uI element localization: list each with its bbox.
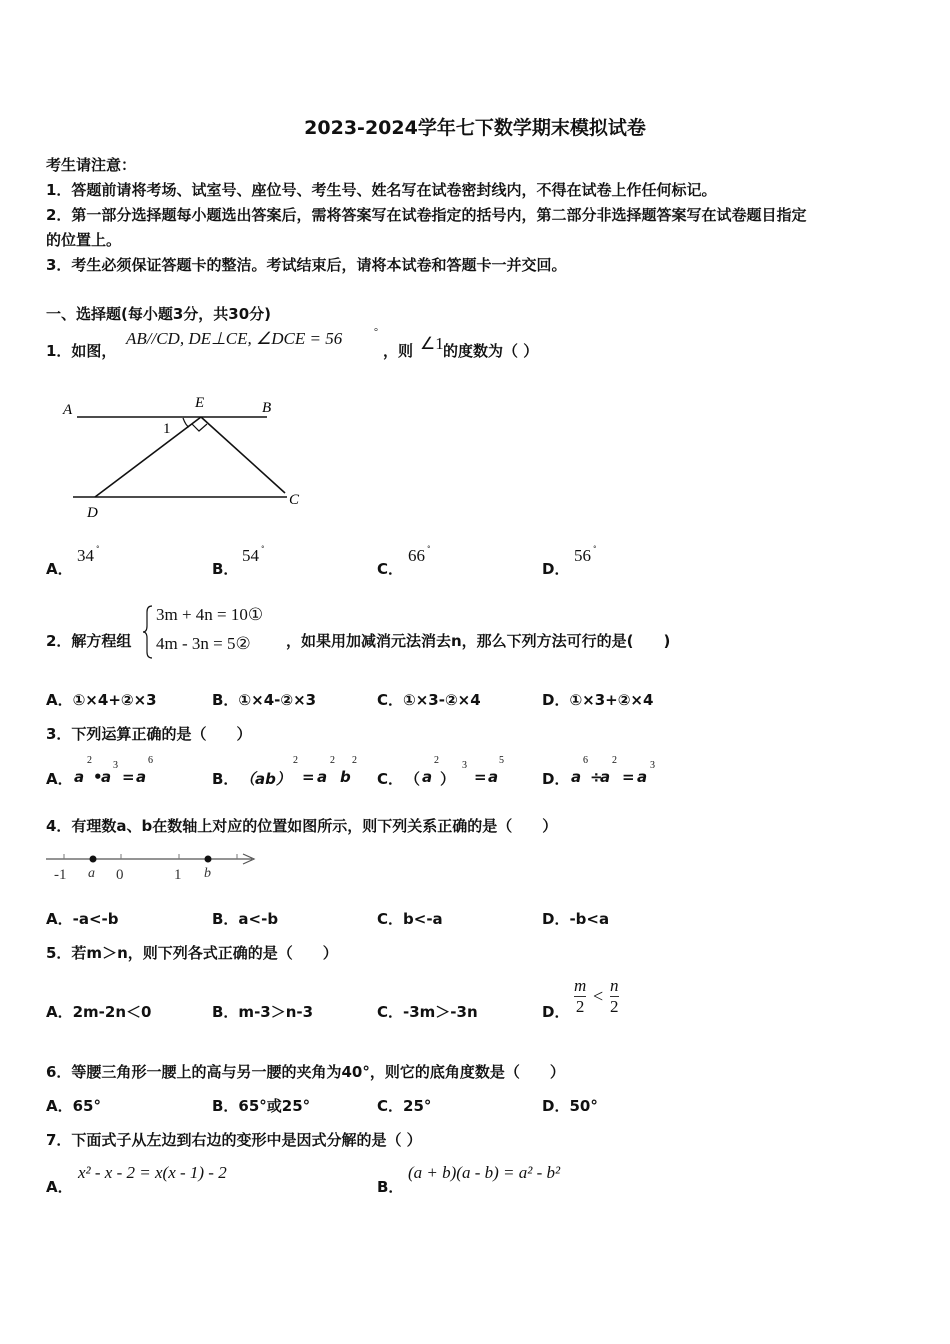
- math-base: a: [600, 768, 611, 786]
- q2-suffix: ，如果用加减消元法消去n，那么下列方法可行的是( ): [286, 632, 671, 650]
- tick-label: 0: [116, 867, 124, 883]
- math-exponent: 2: [352, 755, 357, 766]
- fraction: [610, 976, 619, 1017]
- segment-de: [95, 417, 201, 497]
- math-base: a: [488, 768, 499, 786]
- option-label: B．: [212, 560, 239, 578]
- option-b-value: 54: [242, 546, 259, 565]
- q2-prefix: 2．解方程组: [46, 632, 132, 650]
- point-label-a: a: [88, 866, 95, 881]
- math-exponent: 5: [499, 755, 504, 766]
- option-label: A．: [46, 1178, 73, 1196]
- math-exponent: 2: [434, 755, 439, 766]
- degree-mark: °: [374, 327, 378, 338]
- option-label: C．: [377, 560, 404, 578]
- math-operator: =: [474, 768, 487, 786]
- option-label: A．: [46, 560, 73, 578]
- math-paren: ）: [440, 770, 456, 788]
- point-b: [205, 856, 212, 863]
- math-paren: （: [405, 770, 421, 788]
- fraction-numerator: n: [610, 976, 619, 995]
- notice-item: 1．答题前请将考场、试室号、座位号、考生号、姓名写在试卷密封线内，不得在试卷上作任何标记。: [46, 181, 717, 199]
- notice-item: 2．第一部分选择题每小题选出答案后，需将答案写在试卷指定的括号内，第二部分非选择题答案写在试卷题目指定: [46, 206, 807, 224]
- math-base: a: [571, 768, 582, 786]
- option-a-value: 34: [77, 546, 94, 565]
- math-exponent: 3: [462, 760, 467, 771]
- q5-stem: 5．若m＞n，则下列各式正确的是（ ）: [46, 944, 338, 962]
- math-exponent: 3: [650, 760, 655, 771]
- math-operator: <: [593, 986, 604, 1006]
- q6-stem: 6．等腰三角形一腰上的高与另一腰的夹角为40°，则它的底角度数是（ ）: [46, 1063, 565, 1081]
- math-exponent: 2: [612, 755, 617, 766]
- math-operator: =: [302, 768, 315, 786]
- option-label: B．: [212, 770, 239, 788]
- option-label: D．: [542, 560, 570, 578]
- degree-mark: °: [593, 545, 597, 553]
- option-c-value: 66: [408, 546, 425, 565]
- angle-arc: [183, 418, 189, 427]
- math-exponent: 6: [148, 755, 153, 766]
- fraction-denominator: 2: [610, 997, 619, 1016]
- math-exponent: 2: [293, 755, 298, 766]
- option-label: A．: [46, 770, 73, 788]
- point-label-b: b: [204, 866, 211, 881]
- notice-item: 3．考生必须保证答题卡的整洁。考试结束后，请将本试卷和答题卡一并交回。: [46, 256, 567, 274]
- option-a-expression: x² - x - 2 = x(x - 1) - 2: [78, 1163, 227, 1182]
- q7-stem: 7．下面式子从左边到右边的变形中是因式分解的是（ ）: [46, 1131, 422, 1149]
- label-e: E: [195, 395, 205, 411]
- option: B．a<-b: [212, 910, 279, 928]
- degree-mark: °: [427, 545, 431, 553]
- q1-prefix: 1．如图，: [46, 342, 117, 360]
- option: A．-a<-b: [46, 910, 119, 928]
- label-b: B: [262, 400, 272, 416]
- option: D．-b<a: [542, 910, 610, 928]
- q1-condition: AB//CD, DE⊥CE, ∠DCE = 56: [126, 329, 343, 348]
- math-base: a: [136, 768, 147, 786]
- point-a: [90, 856, 97, 863]
- math-operator: =: [622, 768, 635, 786]
- math-base: a: [74, 768, 85, 786]
- degree-mark: °: [261, 545, 265, 553]
- q1-angle: ∠1: [420, 334, 444, 353]
- option: C．-3m＞-3n: [377, 1003, 478, 1021]
- math-operator: •: [93, 768, 103, 786]
- q3-stem: 3．下列运算正确的是（ ）: [46, 725, 252, 743]
- option: C．25°: [377, 1097, 432, 1115]
- right-angle-mark: [192, 424, 207, 431]
- q4-stem: 4．有理数a、b在数轴上对应的位置如图所示，则下列关系正确的是（ ）: [46, 817, 558, 835]
- label-a: A: [63, 402, 73, 418]
- math-exponent: 2: [87, 755, 92, 766]
- math-operator: =: [122, 768, 135, 786]
- system-brace: [142, 604, 154, 660]
- math-exponent: 3: [113, 760, 118, 771]
- math-base: a: [422, 768, 433, 786]
- notice-heading: 考生请注意：: [46, 156, 137, 174]
- q2-equation-2: 4m - 3n = 5②: [156, 634, 251, 653]
- math-exponent: 2: [330, 755, 335, 766]
- tick-label: -1: [54, 867, 67, 883]
- q2-equation-1: 3m + 4n = 10①: [156, 605, 264, 624]
- label-d: D: [87, 505, 98, 520]
- option: A．①×4+②×3: [46, 691, 157, 709]
- math-base: a: [101, 768, 112, 786]
- q1-suffix-a: ，则: [383, 342, 414, 360]
- option-label: C．: [377, 770, 404, 788]
- option-b-expression: (a + b)(a - b) = a² - b²: [408, 1163, 561, 1182]
- option: D．①×3+②×4: [542, 691, 654, 709]
- math-base: a: [637, 768, 648, 786]
- number-line: [40, 846, 270, 886]
- option: C．①×3-②×4: [377, 691, 481, 709]
- label-1: 1: [163, 421, 171, 437]
- q1-suffix-b: 的度数为（ ）: [443, 342, 539, 360]
- option: D．: [542, 1003, 570, 1021]
- fraction-numerator: m: [574, 976, 587, 995]
- page-title: 2023-2024学年七下数学期末模拟试卷: [304, 117, 646, 139]
- math-base: b: [340, 768, 351, 786]
- math-base: （ab）: [240, 770, 291, 788]
- option: A．2m-2n＜0: [46, 1003, 152, 1021]
- math-base: a: [317, 768, 328, 786]
- q1-figure: [55, 390, 315, 520]
- label-c: C: [289, 492, 300, 508]
- segment-ec: [201, 417, 285, 493]
- option: B．①×4-②×3: [212, 691, 317, 709]
- section-heading: 一、选择题(每小题3分，共30分): [46, 305, 272, 323]
- math-exponent: 6: [583, 755, 588, 766]
- option: B．m-3＞n-3: [212, 1003, 314, 1021]
- degree-mark: °: [96, 545, 100, 553]
- math-operator: ÷: [590, 768, 603, 786]
- option: B．65°或25°: [212, 1097, 311, 1115]
- option-d-value: 56: [574, 546, 591, 565]
- option: A．65°: [46, 1097, 101, 1115]
- option: D．50°: [542, 1097, 598, 1115]
- option-label: D．: [542, 770, 570, 788]
- option: C．b<-a: [377, 910, 443, 928]
- notice-item: 的位置上。: [46, 231, 122, 249]
- option-label: B．: [377, 1178, 404, 1196]
- tick-label: 1: [174, 867, 182, 883]
- fraction-denominator: 2: [575, 997, 585, 1016]
- fraction: [574, 976, 586, 1017]
